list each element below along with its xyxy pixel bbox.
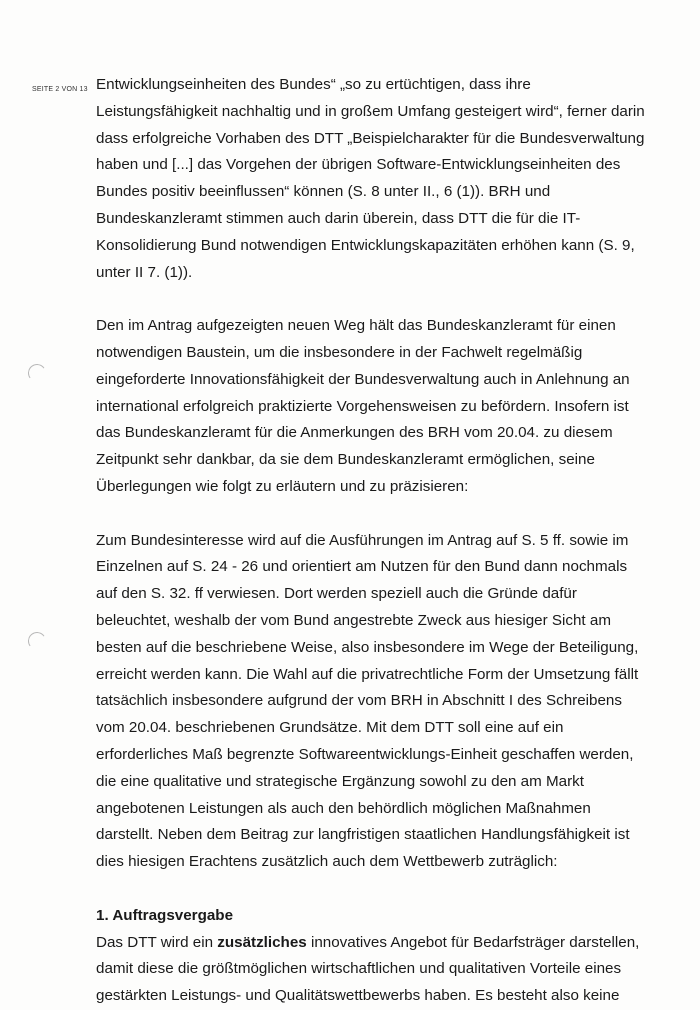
- document-body: [96, 72, 664, 1010]
- paragraph-4-text-end: innovatives Angebot für Bedarfsträger darstellen, damit diese die größtmöglichen wirtschaftlichen und qualitativen Vorteile eines gestärkten Leistungs- und Qualitätswettbewerbs haben. Es besteht also keine: [96, 933, 640, 1005]
- paragraph-2: Den im Antrag aufgezeigten neuen Weg hält das Bundeskanzleramt für einen notwendigen Baustein, um die insbesondere in der Fachwelt regelmäßig eingeforderte Innovationsfähigkeit der Bundesverwaltung auch in Anlehnung an international erfolgreich praktizierte Vorgehensweisen zu befördern. Insofern ist das Bundeskanzleramt für die Anmerkungen des BRH vom 20.04. zu diesem Zeitpunkt sehr dankbar, da sie dem Bundeskanzleramt ermöglichen, seine Überlegungen wie folgt zu erläutern und zu präzisieren:: [96, 317, 630, 495]
- paragraph-3: Zum Bundesinteresse wird auf die Ausführungen im Antrag auf S. 5 ff. sowie im Einzelnen auf S. 24 - 26 und orientiert am Nutzen für den Bund dann nochmals auf den S. 32. ff verwiesen. Dort werden speziell auch die Gründe dafür beleuchtet, weshalb der vom Bund angestrebte Zweck aus hiesiger Sicht am besten auf die beschriebene Weise, also insbesondere im Wege der Beteiligung, erreicht werden kann. Die Wahl auf die privatrechtliche Form der Umsetzung fällt tatsächlich insbesondere aufgrund der vom BRH in Abschnitt I des Schreibens vom 20.04. beschriebenen Grundsätze. Mit dem DTT soll eine auf ein erforderliches Maß begrenzte Softwareentwicklungs-Einheit geschaffen werden, die eine qualitative und strategische Ergänzung sowohl zu den am Markt angebotenen Leistungen als auch den behördlich möglichen Maßnahmen darstellt. Neben dem Beitrag zur langfristigen staatlichen Handlungsfähigkeit ist dies hiesigen Erachtens zusätzlich auch dem Wettbewerb zuträglich:: [96, 531, 639, 871]
- paragraph-1: Entwicklungseinheiten des Bundes“ „so zu ertüchtigen, dass ihre Leistungsfähigkeit nachhaltig und in großem Umfang gesteigert wird“, ferner darin dass erfolgreiche Vorhaben des DTT „Beispielcharakter für die Bundesverwaltung haben und [...] das Vorgehen der übrigen Software-Entwicklungseinheiten des Bundes positiv beeinflussen“ können (S. 8 unter II., 6 (1)). BRH und Bundeskanzleramt stimmen auch darin überein, dass DTT die für die IT- Konsolidierung Bund notwendigen Entwicklungskapazitäten erhöhen kann (S. 9, unter II 7. (1)).: [96, 76, 645, 281]
- section-heading: 1. Auftragsvergabe: [96, 906, 234, 924]
- paragraph-4-emphasis: zusätzliches: [217, 933, 307, 951]
- paragraph-4-text-start: Das DTT wird ein: [96, 933, 218, 951]
- punch-hole-mark: [27, 631, 48, 652]
- page-number-marker: SEITE 2 VON 13: [32, 86, 88, 93]
- punch-hole-mark: [27, 363, 48, 384]
- paragraph-4: [96, 930, 664, 1010]
